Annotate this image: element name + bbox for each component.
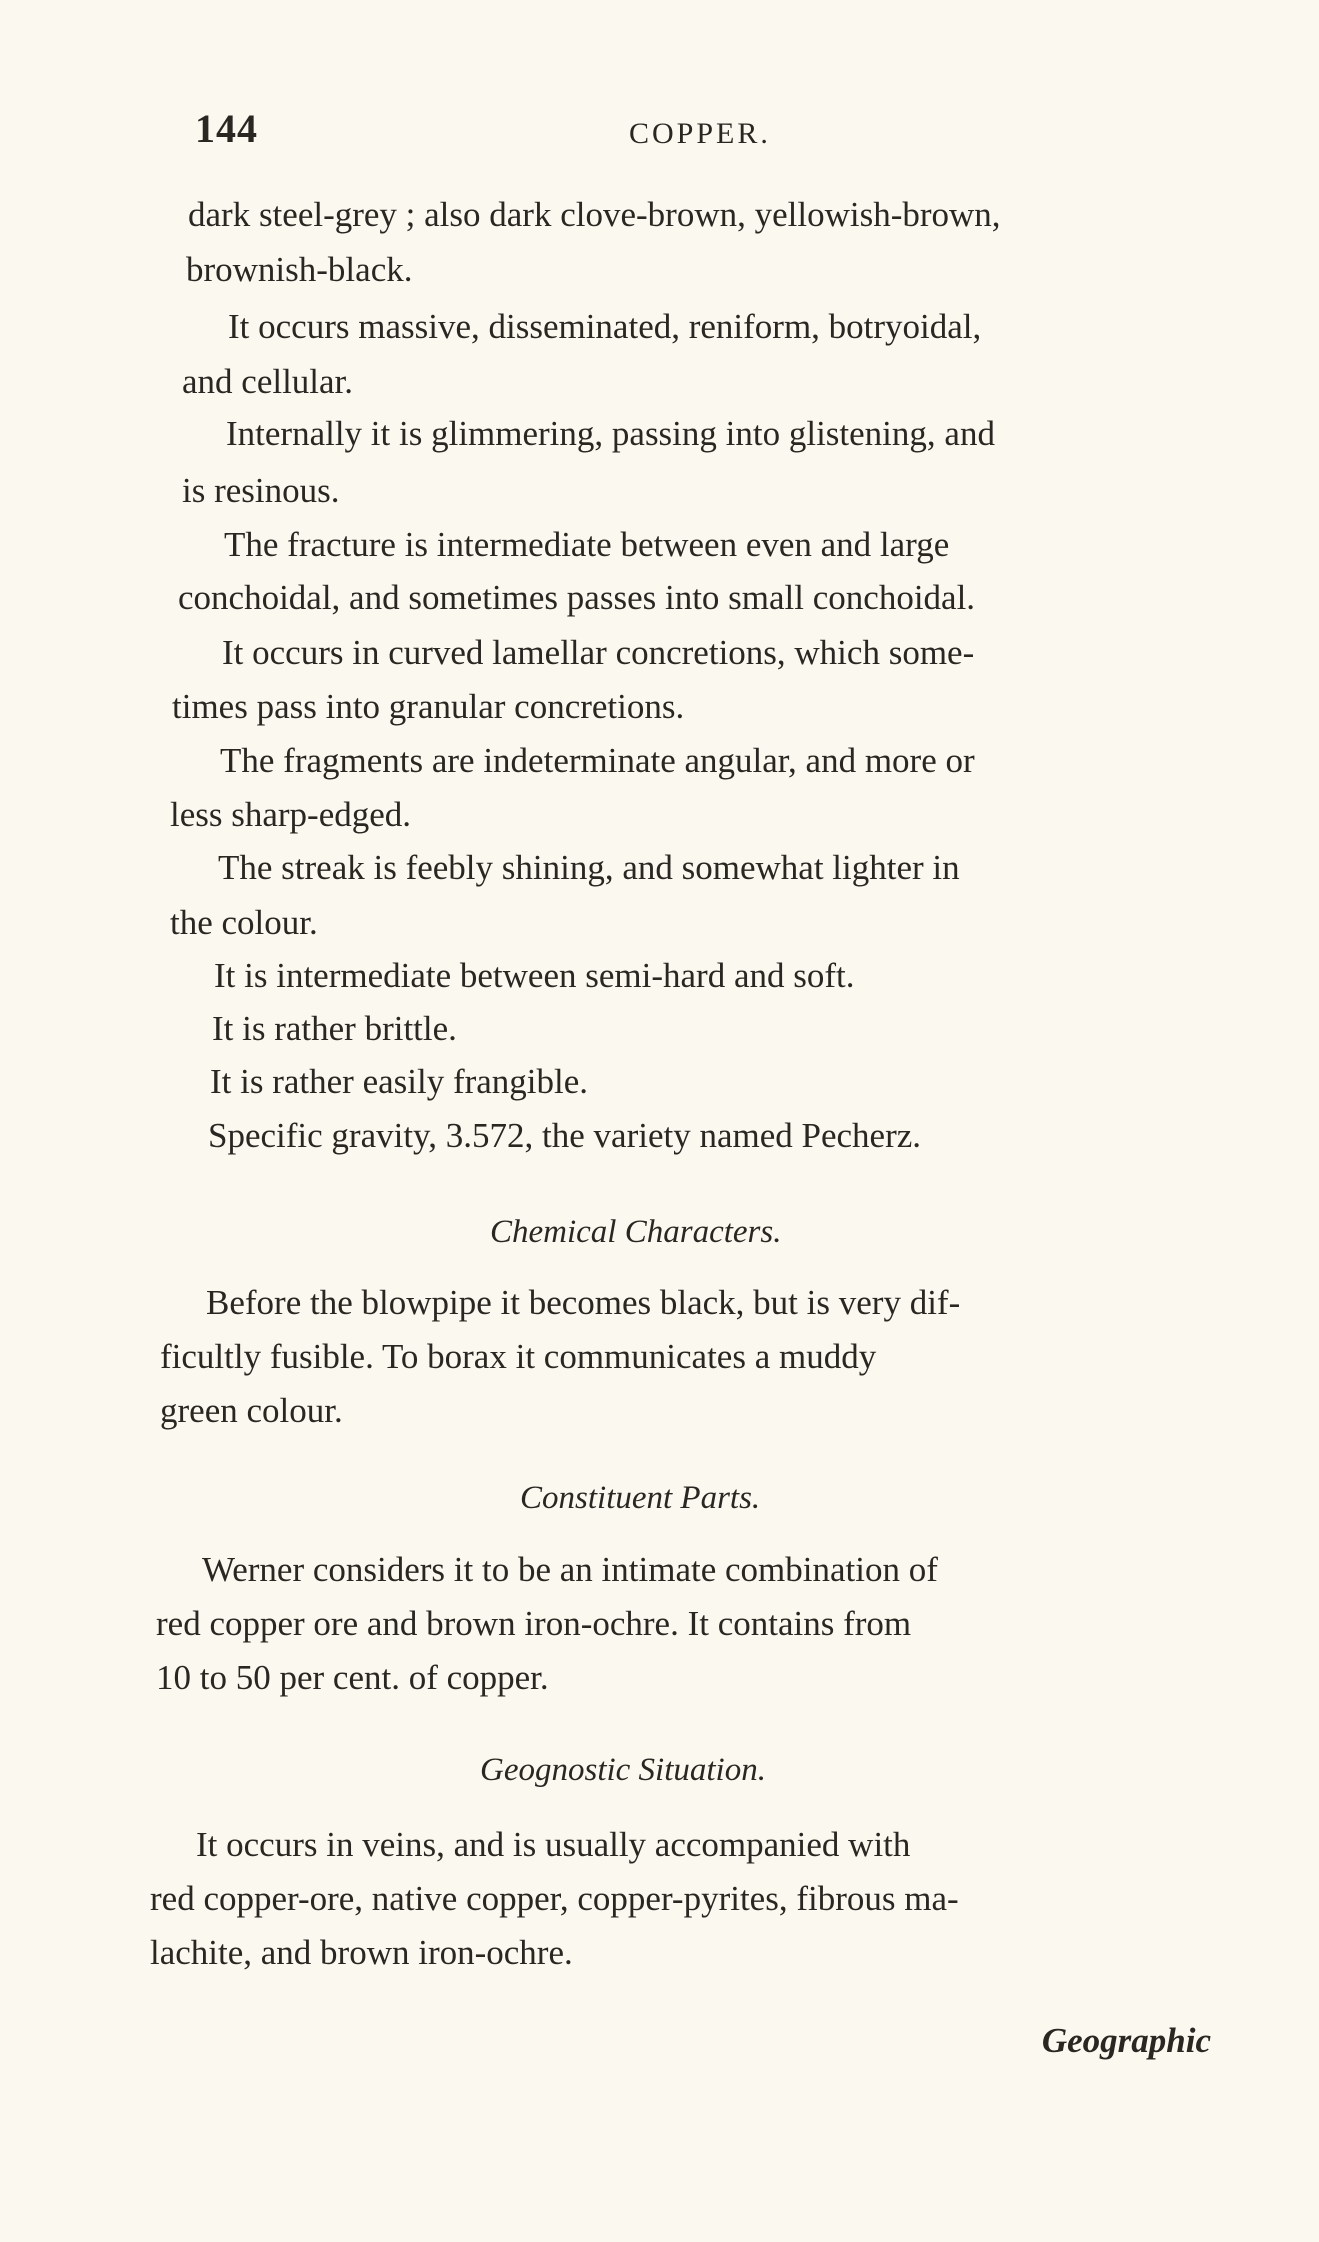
text-line: red copper ore and brown iron-ochre. It contains from	[156, 1604, 912, 1643]
text-line: is resinous.	[182, 471, 340, 510]
text-line: and cellular.	[182, 362, 354, 401]
text-line: red copper-ore, native copper, copper-pyrites, fibrous ma-	[150, 1879, 959, 1918]
text-line: The fragments are indeterminate angular, and more or	[220, 741, 975, 780]
text-line: The fracture is intermediate between even and large	[224, 525, 950, 564]
page-number: 144	[195, 106, 258, 151]
text-line: Internally it is glimmering, passing into glistening, and	[226, 414, 995, 453]
text-line: green colour.	[160, 1391, 343, 1430]
running-title: COPPER.	[629, 117, 771, 150]
text-line: It is rather easily frangible.	[210, 1062, 589, 1101]
text-line: Before the blowpipe it becomes black, but is very dif-	[206, 1283, 961, 1322]
text-line: lachite, and brown iron-ochre.	[150, 1933, 573, 1972]
text-line: the colour.	[170, 903, 318, 942]
text-line: conchoidal, and sometimes passes into small conchoidal.	[178, 578, 976, 617]
text-line: 10 to 50 per cent. of copper.	[156, 1658, 549, 1697]
text-line: It is rather brittle.	[212, 1009, 457, 1048]
section-heading: Chemical Characters.	[490, 1214, 782, 1250]
text-line: less sharp-edged.	[170, 795, 412, 834]
page-header	[195, 105, 1195, 165]
text-line: brownish-black.	[186, 250, 413, 289]
catchword: Geographic	[1041, 2021, 1211, 2060]
text-line: It occurs in veins, and is usually accompanied with	[196, 1825, 911, 1864]
text-line: Werner considers it to be an intimate combination of	[202, 1550, 938, 1589]
section-heading: Geognostic Situation.	[480, 1752, 766, 1788]
text-line: dark steel-grey ; also dark clove-brown, yellowish-brown,	[188, 195, 1001, 234]
text-line: The streak is feebly shining, and somewhat lighter in	[218, 848, 960, 887]
text-line: It is intermediate between semi-hard and soft.	[214, 956, 855, 995]
text-line: It occurs in curved lamellar concretions, which some-	[222, 633, 975, 672]
text-line: ficultly fusible. To borax it communicates a muddy	[160, 1337, 877, 1376]
text-line: times pass into granular concretions.	[172, 687, 685, 726]
text-line: Specific gravity, 3.572, the variety named Pecherz.	[208, 1116, 922, 1155]
section-heading: Constituent Parts.	[520, 1480, 761, 1516]
text-line: It occurs massive, disseminated, reniform, botryoidal,	[228, 307, 982, 346]
